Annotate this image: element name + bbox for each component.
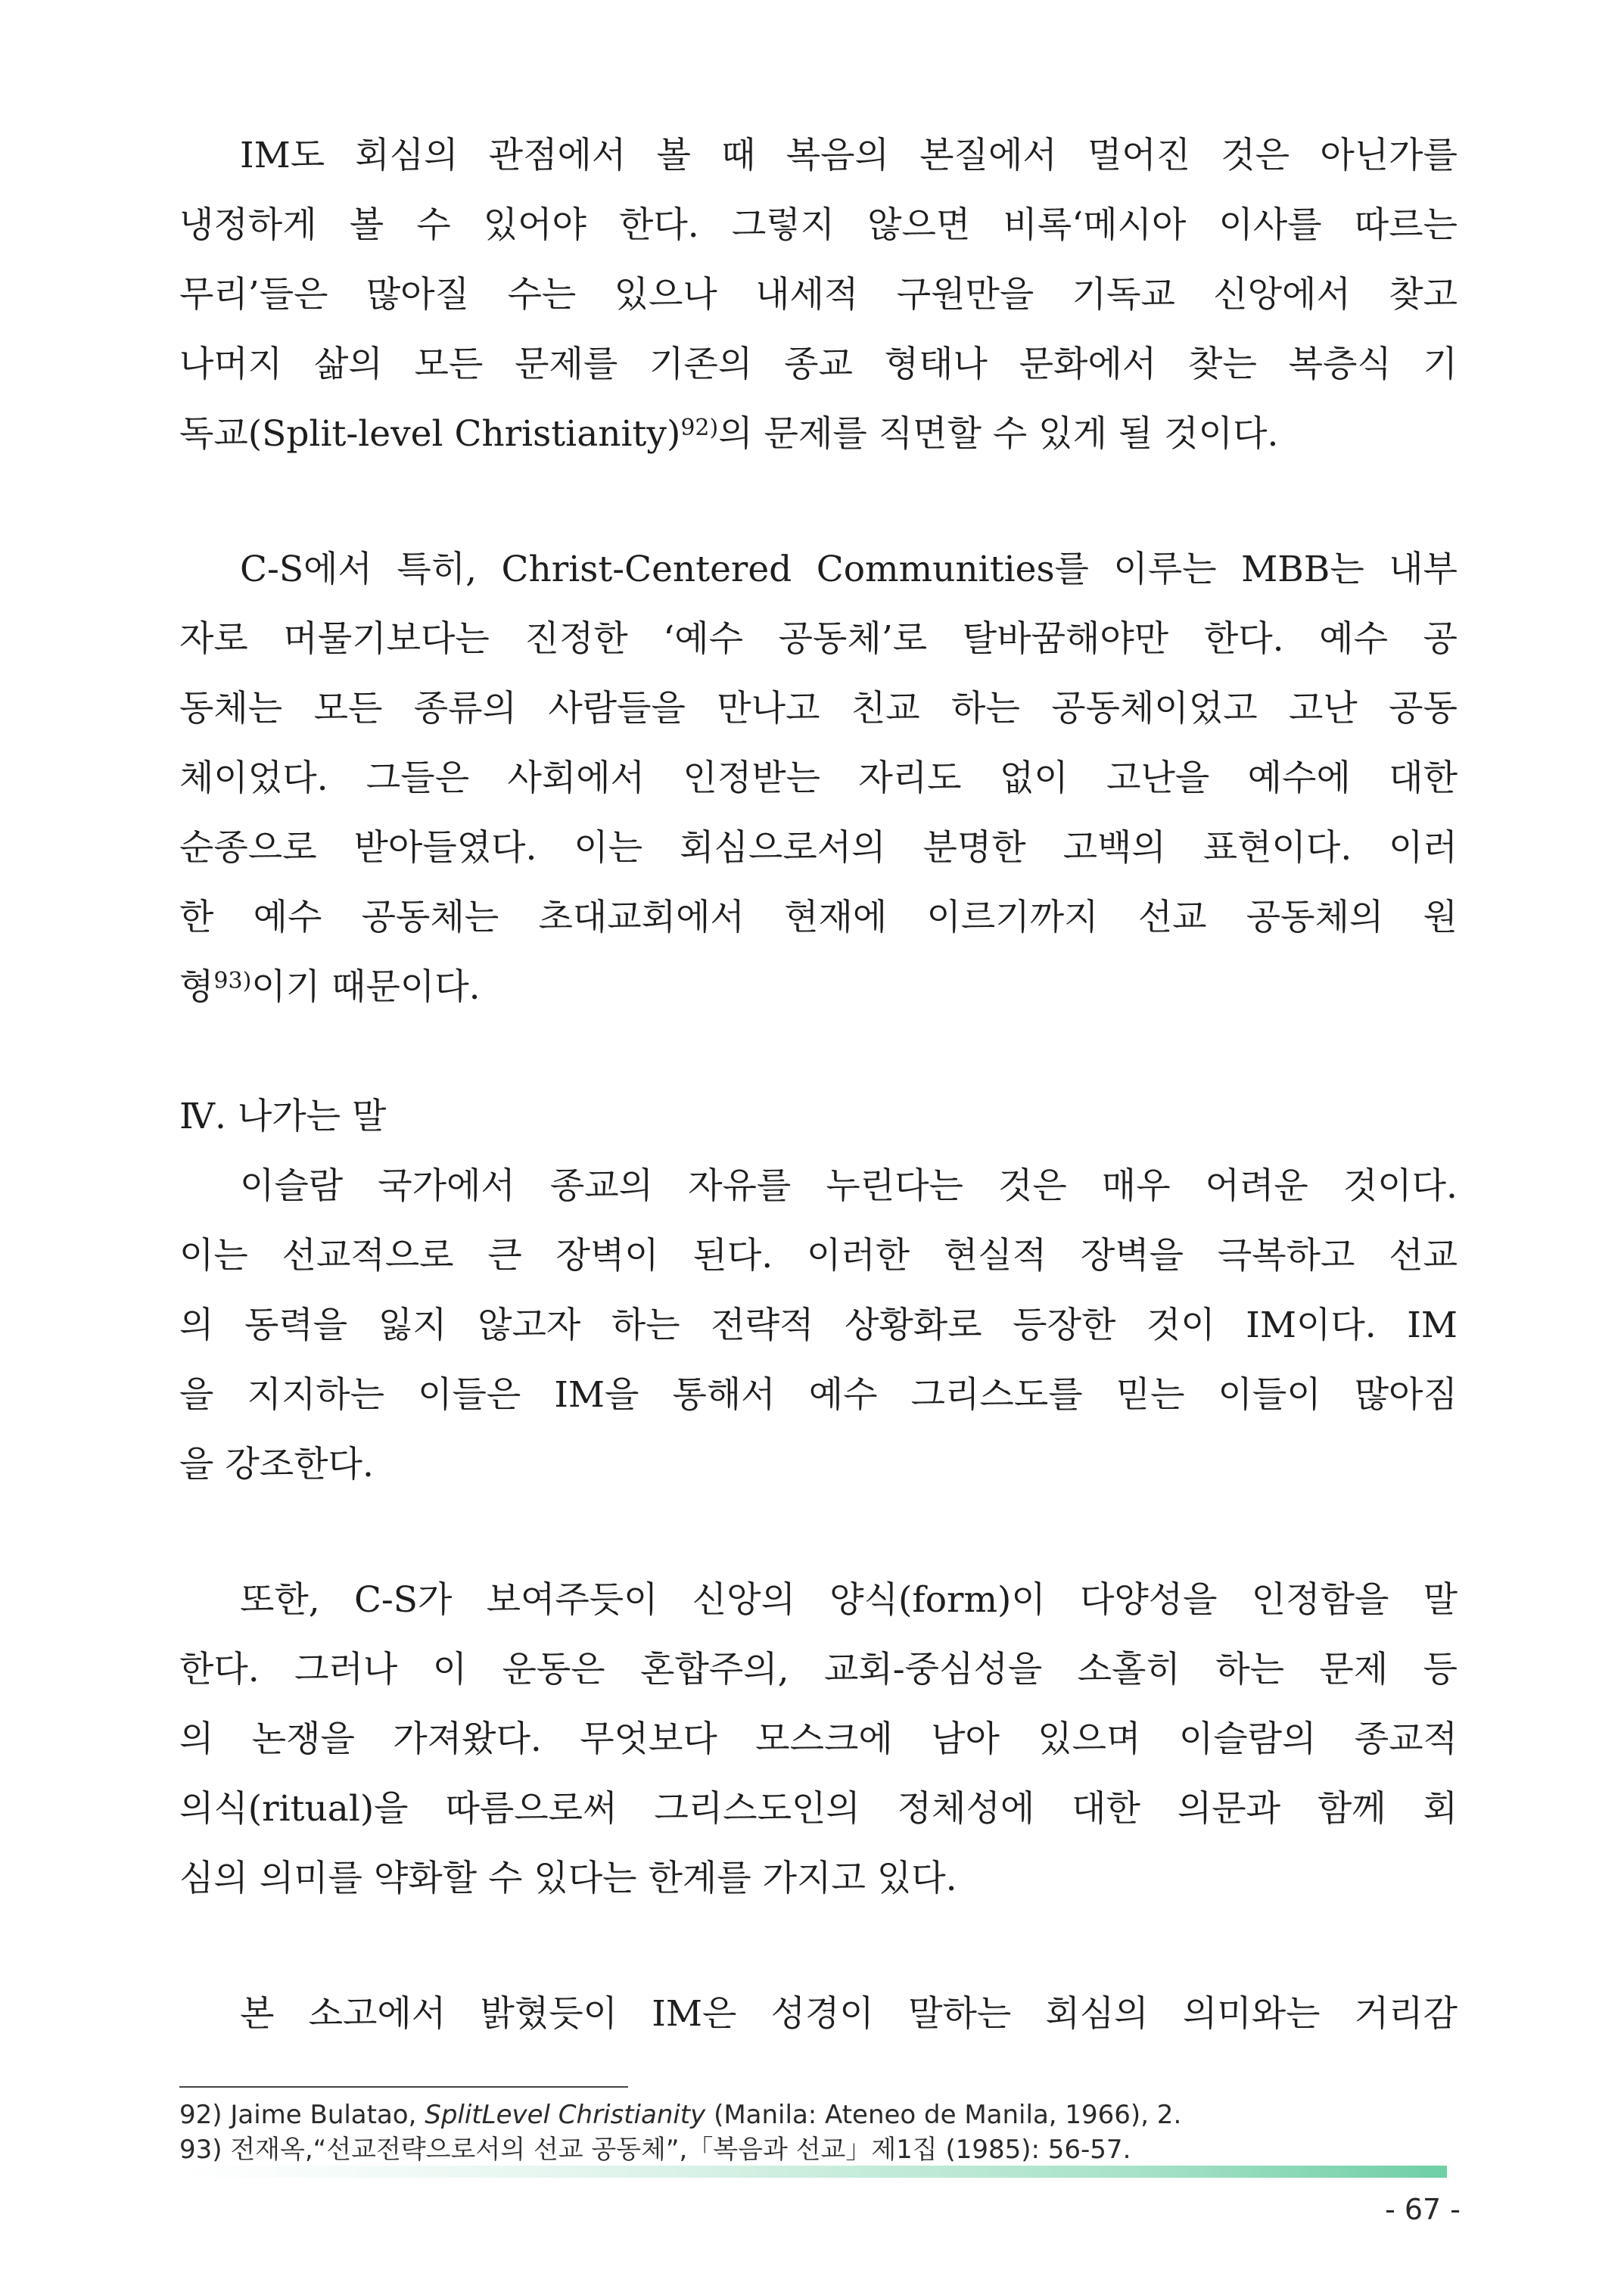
paragraph-line: 을 강조한다. (179, 1444, 374, 1485)
paragraph-line (179, 953, 1458, 1022)
paragraph-line: 체이었다. 그들은 사회에서 인정받는 자리도 없이 고난을 예수에 대한 (179, 757, 1458, 799)
paragraph-line: 이슬람 국가에서 종교의 자유를 누린다는 것은 매우 어려운 것이다. (240, 1165, 1458, 1207)
paragraph-1 (179, 121, 1458, 469)
footnote-text: (Manila: Ateneo de Manila, 1966), 2. (705, 2100, 1182, 2130)
line-text: 의 문제를 직면할 수 있게 될 것이다. (718, 413, 1279, 455)
paragraph-line: 냉정하게 볼 수 있어야 한다. 그렇지 않으면 비록‘메시아 이사를 따르는 (179, 204, 1458, 246)
paragraph-line: 자로 머물기보다는 진정한 ‘예수 공동체’로 탈바꿈해야만 한다. 예수 공 (179, 618, 1458, 660)
paragraph-2 (179, 535, 1458, 1022)
paragraph-line: 한다. 그러나 이 운동은 혼합주의, 교회-중심성을 소홀히 하는 문제 등 (179, 1649, 1458, 1690)
paragraph-line: 또한, C-S가 보여주듯이 신앙의 양식(form)이 다양성을 인정함을 말 (240, 1579, 1458, 1621)
paragraph-3 (179, 1152, 1458, 1500)
paragraph-line: 한 예수 공동체는 초대교회에서 현재에 이르기까지 선교 공동체의 원 (179, 897, 1458, 938)
paragraph-line: 무리’들은 많아질 수는 있으나 내세적 구원만을 기독교 신앙에서 찾고 (179, 274, 1458, 316)
paragraph-line: C-S에서 특히, Christ-Centered Communities를 이루는 MBB는 내부 (240, 549, 1458, 590)
paragraph-line: 의식(ritual)을 따름으로써 그리스도인의 정체성에 대한 의문과 함께 회 (179, 1788, 1458, 1830)
paragraph-line: 의 동력을 잃지 않고자 하는 전략적 상황화로 등장한 것이 IM이다. IM (179, 1305, 1458, 1346)
section-heading: Ⅳ. 나가는 말 (179, 1096, 387, 1137)
footnote-ref-93[interactable]: 93) (213, 968, 252, 994)
line-text: 형 (179, 966, 214, 1008)
page-number: - 67 - (1385, 2193, 1461, 2226)
footnote-title: SplitLevel Christianity (425, 2100, 706, 2130)
paragraph-4 (179, 1566, 1458, 1914)
paragraph-line: 이는 선교적으로 큰 장벽이 된다. 이러한 현실적 장벽을 극복하고 선교 (179, 1235, 1458, 1277)
footnote-text: 92) Jaime Bulatao, (179, 2100, 425, 2130)
paragraph-line: 을 지지하는 이들은 IM을 통해서 예수 그리스도를 믿는 이들이 많아짐 (179, 1374, 1458, 1416)
paragraph-line: 심의 의미를 약화할 수 있다는 한계를 가지고 있다. (179, 1858, 957, 1899)
footnote-text: 93) 전재옥,“선교전략으로서의 선교 공동체”,「복음과 선교」제1집 (1985): 56-57. (179, 2135, 1131, 2165)
paragraph-line: 본 소고에서 밝혔듯이 IM은 성경이 말하는 회심의 의미와는 거리감 (240, 1993, 1458, 2035)
paragraph-line: 의 논쟁을 가져왔다. 무엇보다 모스크에 남아 있으며 이슬람의 종교적 (179, 1718, 1458, 1760)
footnote-93 (179, 2132, 1466, 2167)
paragraph-line: 나머지 삶의 모든 문제를 기존의 종교 형태나 문화에서 찾는 복층식 기 (179, 344, 1458, 385)
line-text: 독교(Split-level Christianity) (179, 413, 681, 455)
paragraph-line: IM도 회심의 관점에서 볼 때 복음의 본질에서 멀어진 것은 아닌가를 (240, 135, 1458, 176)
paragraph-line (179, 400, 1458, 469)
paragraph-5 (179, 1979, 1458, 2049)
paragraph-line: 동체는 모든 종류의 사람들을 만나고 친교 하는 공동체이었고 고난 공동 (179, 688, 1458, 729)
footnote-separator (179, 2086, 628, 2088)
footnote-ref-92[interactable]: 92) (680, 415, 719, 441)
paragraph-line: 순종으로 받아들였다. 이는 회심으로서의 분명한 고백의 표현이다. 이러 (179, 827, 1458, 869)
footnotes (179, 2098, 1466, 2167)
footer-accent-bar (179, 2166, 1447, 2178)
line-text: 이기 때문이다. (251, 966, 481, 1008)
footnote-92 (179, 2098, 1466, 2132)
